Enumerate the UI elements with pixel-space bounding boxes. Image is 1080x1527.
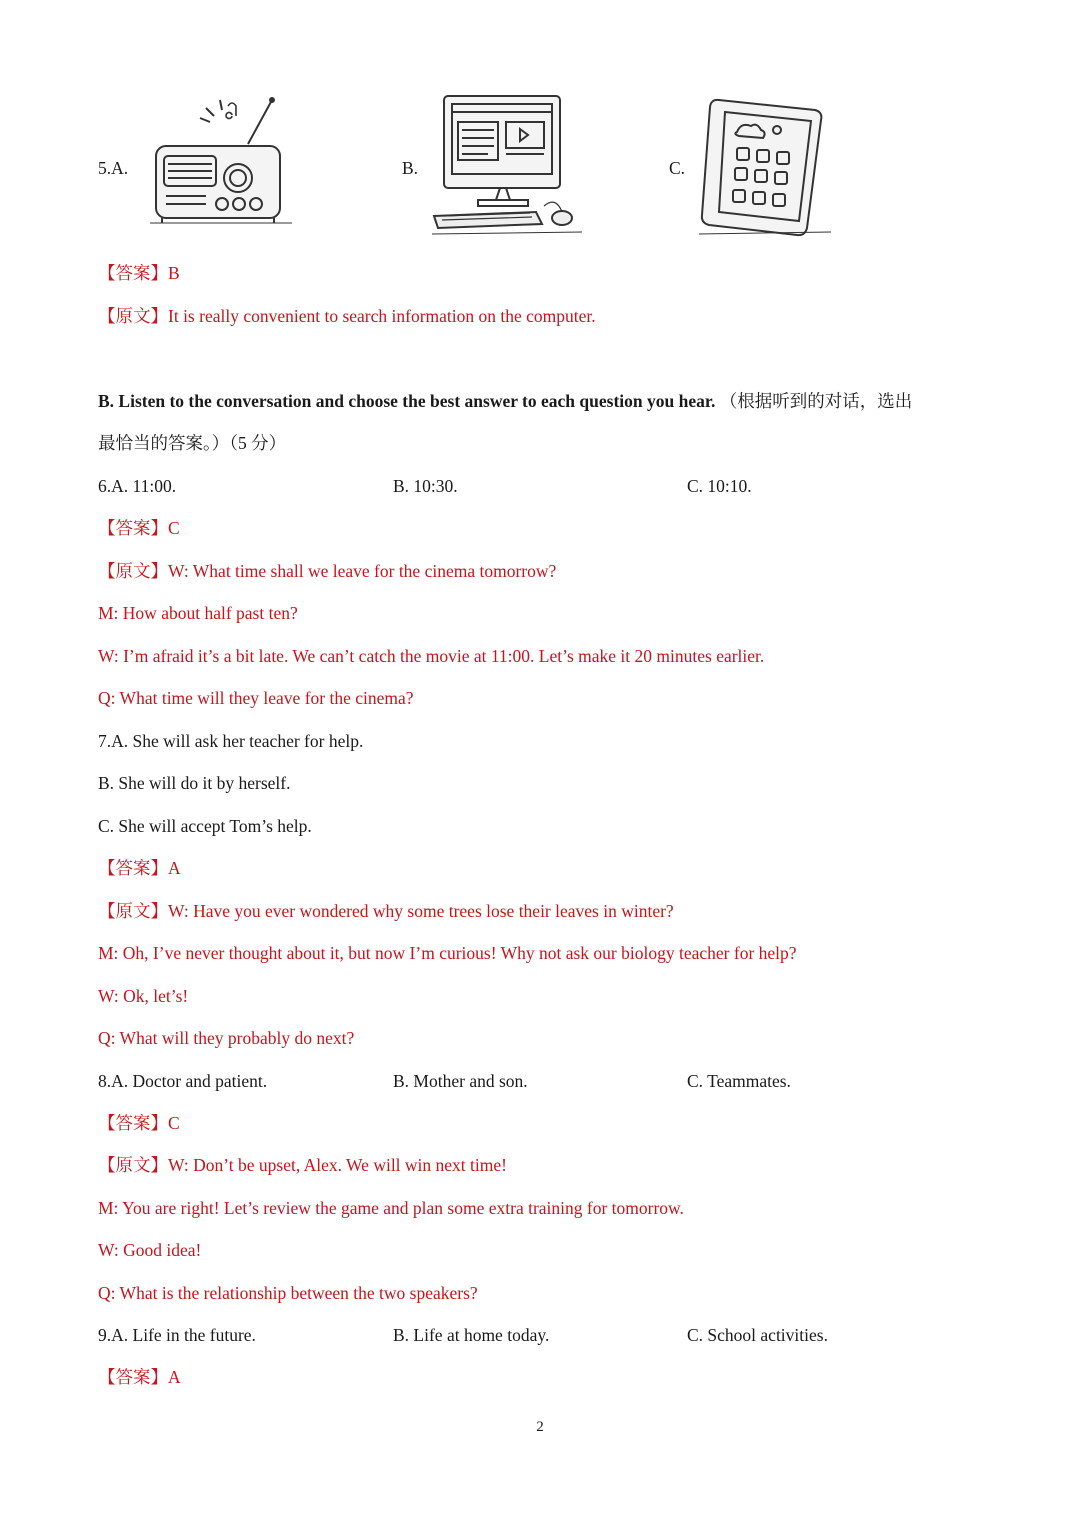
q6-transcript-line: M: How about half past ten? xyxy=(98,603,298,623)
q7-answer: 【答案】A xyxy=(98,858,181,878)
q6-transcript-line: Q: What time will they leave for the cinema? xyxy=(98,688,414,708)
q7-transcript-line: 【原文】W: Have you ever wondered why some trees lose their leaves in winter? xyxy=(98,901,674,921)
q9-option-b: B. Life at home today. xyxy=(393,1325,550,1345)
q6-option-c: C. 10:10. xyxy=(687,476,752,496)
q6-transcript-line: 【原文】W: What time shall we leave for the cinema tomorrow? xyxy=(98,561,557,581)
section-b-instruction-zh1: （根据听到的对话，选出 xyxy=(719,391,913,411)
q7-transcript-line: M: Oh, I’ve never thought about it, but now I’m curious! Why not ask our biology teacher for help? xyxy=(98,943,797,963)
q5-option-c-label: C. xyxy=(669,158,686,178)
q5-option-a-label: 5.A. xyxy=(98,158,129,178)
section-b-instruction xyxy=(98,390,912,412)
q8-option-b: B. Mother and son. xyxy=(393,1071,528,1091)
q7-transcript-line: Q: What will they probably do next? xyxy=(98,1028,355,1048)
q8-transcript-line: M: You are right! Let’s review the game and plan some extra training for tomorrow. xyxy=(98,1198,684,1218)
q5-option-b-label: B. xyxy=(402,158,419,178)
q7-option-b: B. She will do it by herself. xyxy=(98,773,291,793)
q8-option-c: C. Teammates. xyxy=(687,1071,791,1091)
q6-transcript-line: W: I’m afraid it’s a bit late. We can’t catch the movie at 11:00. Let’s make it 20 minutes earlier. xyxy=(98,646,765,666)
q8-transcript-line: Q: What is the relationship between the two speakers? xyxy=(98,1283,478,1303)
q6-option-a: 6.A. 11:00. xyxy=(98,476,177,496)
q5-transcript: 【原文】It is really convenient to search information on the computer. xyxy=(98,306,596,326)
q8-transcript-line: 【原文】W: Don’t be upset, Alex. We will win next time! xyxy=(98,1155,507,1175)
tablet-picture xyxy=(697,96,837,243)
q6-answer: 【答案】C xyxy=(98,518,180,538)
section-b-instruction-zh2: 最恰当的答案。）（5 分） xyxy=(98,433,287,453)
q8-answer: 【答案】C xyxy=(98,1113,180,1133)
desktop-computer-picture xyxy=(428,92,588,242)
q7-option-a: 7.A. She will ask her teacher for help. xyxy=(98,731,364,751)
q7-option-c: C. She will accept Tom’s help. xyxy=(98,816,312,836)
q6-option-b: B. 10:30. xyxy=(393,476,458,496)
q7-transcript-line: W: Ok, let’s! xyxy=(98,986,189,1006)
q9-answer: 【答案】A xyxy=(98,1367,181,1387)
q9-option-a: 9.A. Life in the future. xyxy=(98,1325,256,1345)
q5-answer: 【答案】B xyxy=(98,263,180,283)
radio-picture xyxy=(148,96,298,231)
q8-transcript-line: W: Good idea! xyxy=(98,1240,202,1260)
q9-option-c: C. School activities. xyxy=(687,1325,828,1345)
page-number: 2 xyxy=(536,1419,544,1435)
section-b-instruction-en: B. Listen to the conversation and choose the best answer to each question you hear. xyxy=(98,391,716,411)
q8-option-a: 8.A. Doctor and patient. xyxy=(98,1071,268,1091)
